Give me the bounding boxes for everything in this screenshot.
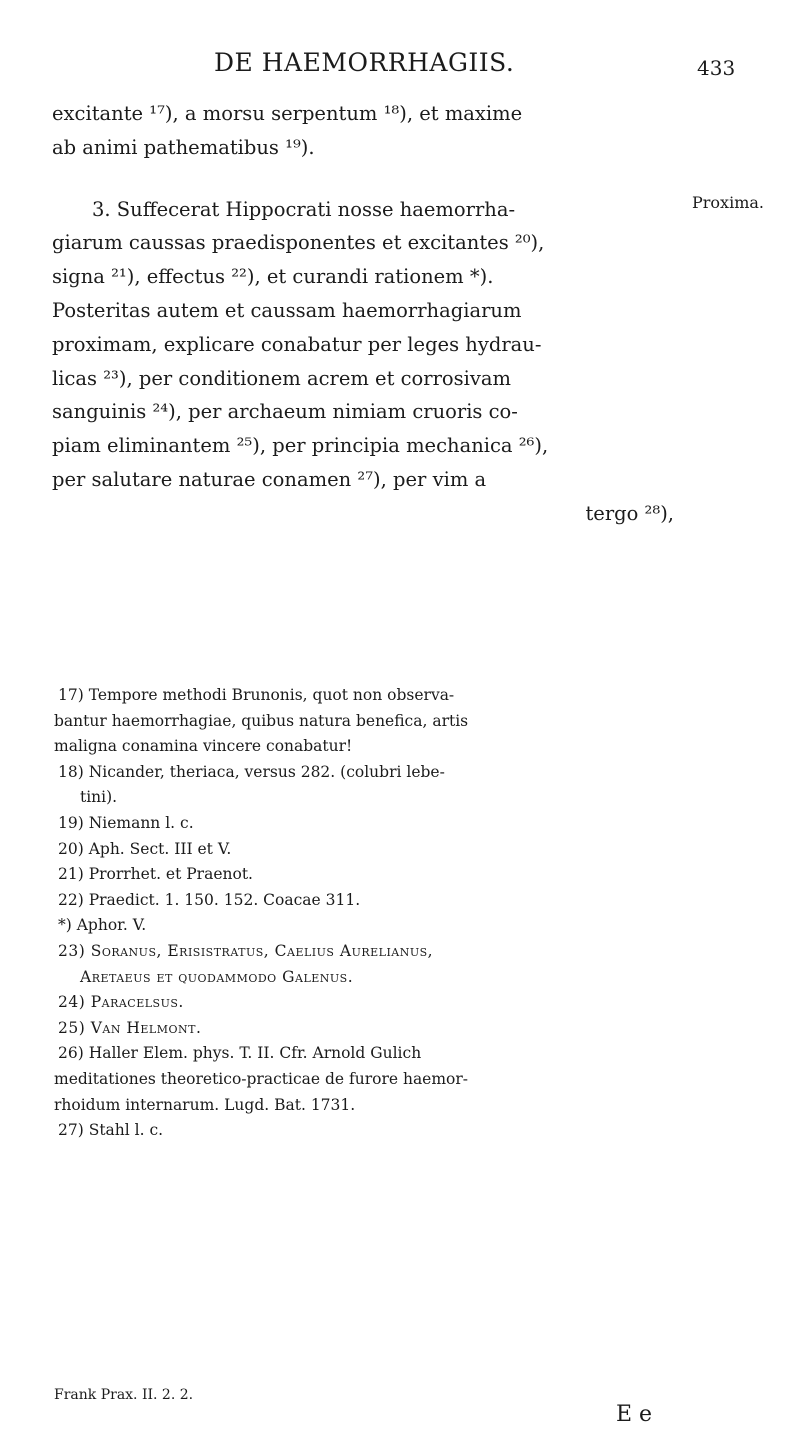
body-line: Posteritas autem et caussam haemorrhagiarum — [52, 298, 522, 322]
body-line: excitante ¹⁷), a morsu serpentum ¹⁸), et maxime — [52, 102, 523, 125]
body-line: ab animi pathematibus ¹⁹). — [52, 135, 315, 159]
printer-signature: Frank Prax. II. 2. 2. — [54, 1387, 194, 1403]
header-title: DE HAEMORRHAGIIS. — [214, 48, 515, 77]
footnote-line: rhoidum internarum. Lugd. Bat. 1731. — [54, 1095, 356, 1114]
footnote-line: meditationes theoretico-practicae de furore haemor- — [54, 1069, 469, 1088]
footnote-line: maligna conamina vincere conabatur! — [54, 737, 353, 756]
footnote-line: 17) Tempore methodi Brunonis, quot non observa- — [58, 686, 455, 704]
body-line: 3. Suffecerat Hippocrati nosse haemorrha- — [92, 197, 516, 221]
footnote-line: 20) Aph. Sect. III et V. — [58, 839, 232, 858]
catchword: E e — [616, 1402, 653, 1427]
body-line: tergo ²⁸), — [585, 501, 674, 525]
footnotes — [54, 683, 694, 1144]
footnote-line: bantur haemorrhagiae, quibus natura benefica, artis — [54, 711, 469, 730]
footnote-line: 26) Haller Elem. phys. T. II. Cfr. Arnold Gulich — [58, 1044, 422, 1063]
footnote-line: 25) Van Helmont. — [58, 1018, 202, 1037]
body-line: per salutare naturae conamen ²⁷), per vim a — [52, 467, 487, 491]
footnote-line: tini). — [80, 788, 118, 807]
body-line: sanguinis ²⁴), per archaeum nimiam cruoris co- — [52, 400, 518, 424]
body-line: licas ²³), per conditionem acrem et corrosivam — [52, 366, 512, 390]
footnote-line: 18) Nicander, theriaca, versus 282. (colubri lebe- — [58, 762, 445, 781]
footnote-line: Aretaeus et quodammodo Galenus. — [80, 967, 354, 986]
body-line: signa ²¹), effectus ²²), et curandi rationem *). — [52, 265, 494, 289]
footnote-line: 23) Soranus, Erisistratus, Caelius Aurelianus, — [58, 941, 434, 960]
footnote-line: *) Aphor. V. — [58, 916, 147, 935]
marginal-note: Proxima. — [692, 193, 764, 212]
body-line: piam eliminantem ²⁵), per principia mechanica ²⁶), — [52, 434, 549, 458]
body-line: proximam, explicare conabatur per leges hydrau- — [52, 332, 542, 356]
main-text — [52, 97, 692, 531]
footnote-line: 21) Prorrhet. et Praenot. — [58, 865, 253, 884]
page-number: 433 — [697, 56, 736, 80]
footnote-line: 22) Praedict. 1. 150. 152. Coacae 311. — [58, 890, 361, 909]
footnote-line: 24) Paracelsus. — [58, 993, 184, 1012]
body-line: giarum caussas praedisponentes et excitantes ²⁰), — [52, 231, 545, 255]
footnote-line: 27) Stahl l. c. — [58, 1121, 164, 1140]
footnote-line: 19) Niemann l. c. — [58, 813, 194, 832]
